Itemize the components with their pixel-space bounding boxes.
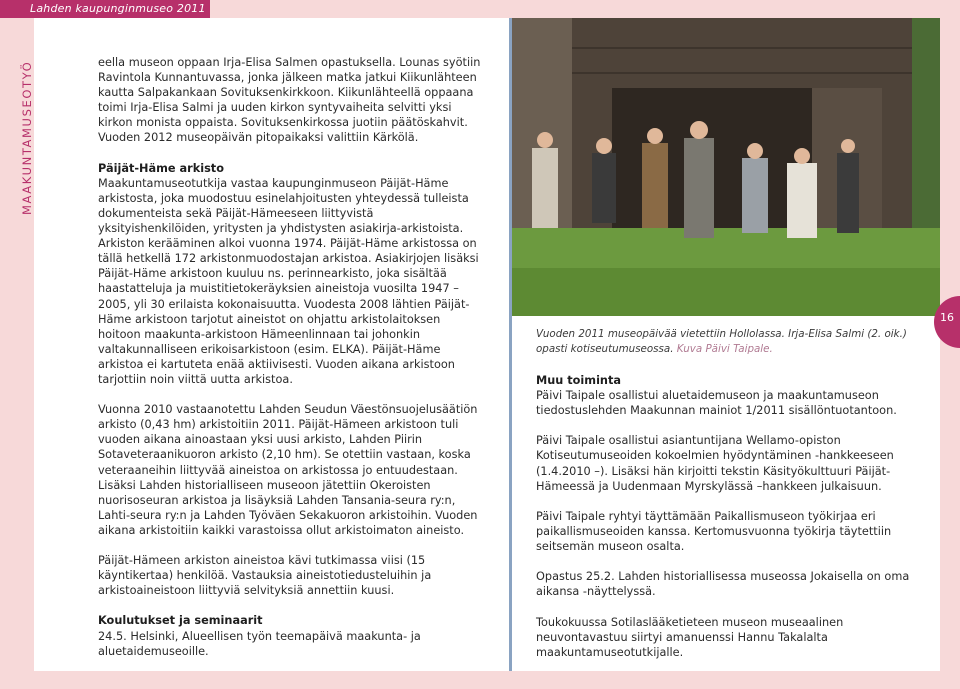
archive-paragraph: Maakuntamuseotutkija vastaa kaupunginmuseon Päijät-Häme arkistosta, joka muodostuu esinelahjoitusten yhteydessä tulleista dokumenteista sekä Päijät-Hämeeseen liittyvistä yksityishenkilöiden, yritysten ja yhdistysten asiakirja-arkistoista. Arkiston kerääminen alkoi vuonna 1974. Päijät-Häme arkistossa on tällä hetkellä 172 arkistonmuodostajan arkistoa. Asiakirjojen lisäksi Päijät-Häme arkistoon kuuluu ns. perinnearkisto, joka sisältää haastatteluja ja muistitietokeräyksien aineistoja vuosilta 1947 – 2005, yli 30 erilaista kokonaisuutta. Vuodesta 2008 lähtien Päijät-Häme arkistoon tarjotut aineistot on ohjattu arkistolaitoksen hoitoon maakunta-arkistoon Hämeenlinnaan tai johonkin valtakunnalliseen erikoisarkistoon (esim. ELKA). Päijät-Häme arkistoa ei kartuteta enää aktiivisesti. Vuoden aikana arkistoon tarjottiin noin viittä uutta arkistoa.: [98, 176, 479, 386]
training-section: [98, 613, 483, 658]
other-activities-section: [536, 373, 921, 418]
right-column: [536, 373, 921, 675]
photo-credit: Kuva Päivi Taipale.: [676, 342, 773, 355]
photo-illustration: [512, 18, 940, 316]
caption-text: Vuoden 2011 museopäivää vietettiin Hollolassa. Irja-Elisa Salmi (2. oik.) opasti kotiseutumuseossa.: [536, 328, 907, 355]
right-paragraph-1: Päivi Taipale osallistui aluetaidemuseon ja maakuntamuseon tiedostuslehden Maakunnan mainiot 1/2011 sisällöntuotantoon.: [536, 389, 897, 418]
paragraph-2010: Vuonna 2010 vastaanotettu Lahden Seudun Väestönsuojelusäätiön arkisto (0,43 hm) arkistoitiin 2011. Päijät-Hämeen arkistoon tuli vuoden aikana ainoastaan yksi uusi arkisto, Lahden Piirin Sotaveteraanikuoron arkisto (2,10 hm). Se otettiin vastaan, koska veteraaneihin liittyvää aineistoa on arkistossa jo entuudestaan. Lisäksi Lahden historialliseen museoon jätettiin Okeroisten nuorisoseuran arkistoa ja lisäyksiä Lahden Tansania-seura ry:n, Lahti-seura ry:n ja Lahden Työväen Sekakuoron arkistoihin. Vuoden aikana arkistoitiin kaikki varastoissa ollut arkistoimaton aineisto.: [98, 403, 478, 537]
right-paragraph-4: Opastus 25.2. Lahden historiallisessa museossa Jokaisella on oma aikansa -näyttelyssä.: [536, 570, 910, 599]
left-column: [98, 55, 483, 674]
photo-caption: [536, 327, 926, 356]
training-heading: Koulutukset ja seminaarit: [98, 614, 263, 628]
training-paragraph: 24.5. Helsinki, Alueellisen työn teemapäivä maakunta- ja aluetaidemuseoille.: [98, 629, 421, 658]
right-paragraph-5: Toukokuussa Sotilaslääketieteen museon museaalinen neuvontavastuu siirtyi amanuenssi Hannu Takalalta maakuntamuseotutkijalle.: [536, 615, 844, 659]
other-activities-heading: Muu toiminta: [536, 374, 622, 387]
section-side-label: MAAKUNTAMUSEOTYÖ: [20, 60, 34, 215]
paragraph-visits: Päijät-Hämeen arkiston aineistoa kävi tutkimassa viisi (15 käyntikertaa) henkilöä. Vastauksia aineistotiedusteluihin ja arkistoaineistoon liittyviä selvityksiä annettiin kuusi.: [98, 554, 432, 598]
archive-heading: Päijät-Häme arkisto: [98, 161, 224, 175]
right-paragraph-2: Päivi Taipale osallistui asiantuntijana Wellamo-opiston Kotiseutumuseoiden kokoelmien hyödyntäminen -hankkeeseen (1.4.2010 –). Lisäksi hän kirjoitti tekstin Käsityökulttuuri Päijät-Hämeessä ja Uudenmaan Myrskylässä –hankkeen julkaisuun.: [536, 434, 894, 493]
header-title: Lahden kaupunginmuseo 2011: [30, 2, 206, 15]
intro-paragraph: eella museon oppaan Irja-Elisa Salmen opastuksella. Lounas syötiin Ravintola Kunnantuvassa, jonka jälkeen matka jatkui Kiikunlähteen kautta Salpakankaan Sovituksenkirkkoon. Kiikunlähteellä oppaana toimi Irja-Elisa Salmi ja uuden kirkon syntyvaiheita selvitti yksi kirkon monista oppaista. Sovituksenkirkossa juotiin päätöskahvit. Vuoden 2012 museopäivän pitopaikaksi valittiin Kärkölä.: [98, 56, 481, 145]
archive-section: [98, 161, 483, 387]
right-paragraph-3: Päivi Taipale ryhtyi täyttämään Paikallismuseon työkirjaa eri paikallismuseoiden kanssa. Kertomusvuonna työkirja täytettiin seitsemän museon osalta.: [536, 509, 892, 554]
museum-day-photo: [512, 18, 940, 316]
page-number: 16: [940, 311, 954, 324]
